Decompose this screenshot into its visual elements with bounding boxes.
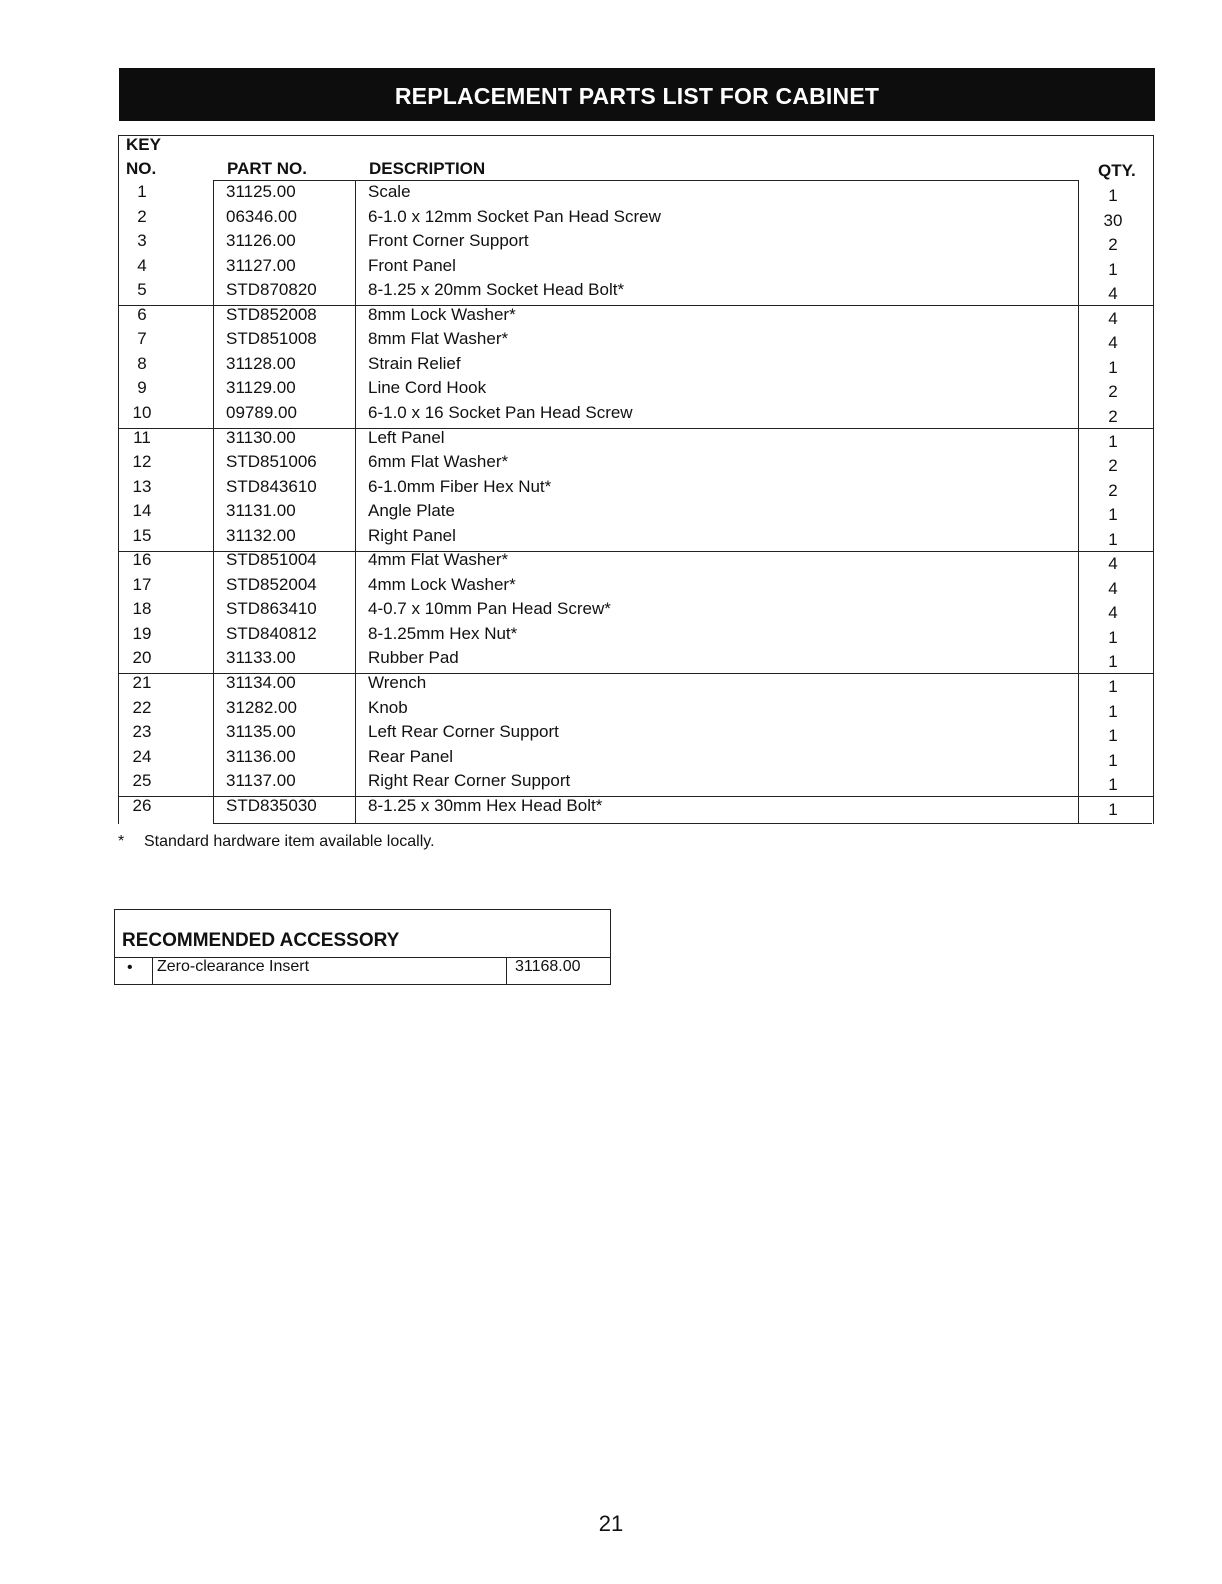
- part-no-cell: 31282.00: [226, 697, 297, 717]
- description-cell: 6-1.0 x 12mm Socket Pan Head Screw: [368, 206, 661, 226]
- table-row: [118, 205, 1154, 230]
- key-no-cell: 11: [133, 427, 151, 447]
- description-cell: 8-1.25 x 30mm Hex Head Bolt*: [368, 795, 603, 815]
- part-no-cell: STD852004: [226, 574, 317, 594]
- row-separator: [118, 551, 1154, 552]
- part-no-cell: 31126.00: [226, 231, 296, 251]
- table-row: [118, 499, 1154, 524]
- qty-cell: 1: [1108, 431, 1118, 451]
- table-row: [118, 229, 1154, 254]
- header-part-no: PART NO.: [227, 159, 307, 178]
- part-no-cell: 31132.00: [226, 525, 296, 545]
- qty-cell: 2: [1108, 382, 1118, 402]
- qty-cell: 1: [1108, 701, 1118, 721]
- key-no-cell: 18: [132, 599, 152, 619]
- table-row: [118, 720, 1154, 745]
- table-row: [118, 573, 1154, 598]
- table-row: [118, 622, 1154, 647]
- table-row: [118, 769, 1154, 794]
- table-row: [118, 426, 1154, 451]
- table-row: [118, 450, 1154, 475]
- table-row: [118, 303, 1154, 328]
- description-cell: Scale: [368, 182, 411, 201]
- key-no-cell: 25: [132, 771, 152, 791]
- qty-cell: 30: [1103, 210, 1123, 230]
- qty-cell: 1: [1108, 505, 1118, 525]
- description-cell: Rear Panel: [368, 746, 454, 766]
- key-no-cell: 15: [132, 525, 152, 545]
- header-description: DESCRIPTION: [369, 159, 486, 178]
- key-no-cell: 3: [137, 231, 147, 251]
- description-cell: 4-0.7 x 10mm Pan Head Screw*: [368, 599, 611, 619]
- header-qty: QTY.: [1098, 161, 1136, 180]
- key-no-cell: 6: [137, 304, 147, 324]
- part-no-cell: 31127.00: [226, 255, 296, 275]
- key-no-cell: 2: [137, 206, 147, 226]
- row-separator: [213, 823, 1152, 824]
- table-row: [118, 671, 1154, 696]
- qty-cell: 1: [1108, 799, 1118, 819]
- part-no-cell: STD851008: [226, 329, 317, 349]
- table-header: [118, 135, 1154, 181]
- key-no-cell: 7: [137, 329, 147, 349]
- page-title: REPLACEMENT PARTS LIST FOR CABINET: [119, 68, 1155, 121]
- table-row: [118, 352, 1154, 377]
- description-cell: 8-1.25mm Hex Nut*: [368, 623, 518, 643]
- page-number: 21: [598, 1511, 624, 1536]
- description-cell: Right Rear Corner Support: [368, 771, 571, 791]
- key-no-cell: 1: [137, 182, 147, 201]
- key-no-cell: 10: [132, 402, 152, 422]
- table-row: [118, 278, 1154, 303]
- table-row: [118, 745, 1154, 770]
- part-no-cell: STD851004: [226, 550, 317, 570]
- part-no-cell: 31134.00: [226, 673, 296, 692]
- table-row: [118, 794, 1154, 819]
- description-cell: Line Cord Hook: [368, 378, 487, 398]
- table-row: [118, 376, 1154, 401]
- table-row: [118, 401, 1154, 426]
- part-no-cell: 09789.00: [226, 402, 297, 422]
- header-key-line2: NO.: [126, 159, 157, 178]
- description-cell: 8mm Lock Washer*: [368, 304, 516, 324]
- qty-cell: 1: [1108, 529, 1118, 549]
- qty-cell: 1: [1108, 750, 1118, 770]
- description-cell: 4mm Lock Washer*: [368, 574, 516, 594]
- qty-cell: 2: [1108, 456, 1118, 476]
- qty-cell: 4: [1108, 554, 1118, 574]
- qty-cell: 1: [1108, 259, 1118, 279]
- part-no-cell: STD835030: [226, 795, 317, 815]
- accessory-divider: [152, 958, 153, 985]
- accessory-bullet: •: [127, 959, 133, 976]
- description-cell: 8mm Flat Washer*: [368, 329, 509, 349]
- header-key-line1: KEY: [126, 135, 161, 154]
- accessory-divider: [506, 958, 507, 985]
- part-no-cell: 31131.00: [226, 501, 296, 521]
- description-cell: Strain Relief: [368, 353, 461, 373]
- key-no-cell: 5: [137, 280, 147, 300]
- description-cell: Angle Plate: [368, 501, 455, 521]
- part-no-cell: 31133.00: [226, 648, 296, 668]
- part-no-cell: 31136.00: [226, 746, 296, 766]
- description-cell: 4mm Flat Washer*: [368, 550, 509, 570]
- key-no-cell: 9: [137, 378, 147, 398]
- qty-cell: 1: [1108, 677, 1118, 696]
- description-cell: Knob: [368, 697, 408, 717]
- row-separator: [213, 180, 1078, 181]
- part-no-cell: STD840812: [226, 623, 317, 643]
- table-row: [118, 327, 1154, 352]
- description-cell: Wrench: [368, 673, 427, 692]
- table-row: [118, 646, 1154, 671]
- description-cell: 6mm Flat Washer*: [368, 452, 509, 472]
- key-no-cell: 22: [132, 697, 152, 717]
- row-separator: [118, 673, 1154, 674]
- accessory-part-no: 31168.00: [515, 958, 581, 975]
- qty-cell: 4: [1108, 308, 1118, 328]
- qty-cell: 1: [1108, 775, 1118, 795]
- key-no-cell: 12: [132, 452, 152, 472]
- qty-cell: 4: [1108, 284, 1118, 304]
- qty-cell: 2: [1108, 406, 1118, 426]
- key-no-cell: 4: [137, 255, 147, 275]
- key-no-cell: 16: [132, 550, 152, 570]
- qty-cell: 1: [1108, 186, 1118, 205]
- part-no-cell: STD852008: [226, 304, 317, 324]
- description-cell: 8-1.25 x 20mm Socket Head Bolt*: [368, 280, 625, 300]
- table-row: [118, 180, 1154, 205]
- row-separator: [118, 305, 1154, 306]
- part-no-cell: 31125.00: [226, 182, 296, 201]
- qty-cell: 4: [1108, 578, 1118, 598]
- qty-cell: 1: [1108, 627, 1118, 647]
- row-separator: [118, 796, 1154, 797]
- qty-cell: 1: [1108, 726, 1118, 746]
- qty-cell: 1: [1108, 357, 1118, 377]
- qty-cell: 4: [1108, 333, 1118, 353]
- part-no-cell: 31135.00: [226, 722, 296, 742]
- key-no-cell: 13: [132, 476, 152, 496]
- key-no-cell: 26: [132, 795, 152, 815]
- part-no-cell: STD870820: [226, 280, 317, 300]
- accessory-row: [115, 957, 610, 985]
- qty-cell: 2: [1108, 480, 1118, 500]
- part-no-cell: 06346.00: [226, 206, 297, 226]
- key-no-cell: 17: [132, 574, 152, 594]
- part-no-cell: 31129.00: [226, 378, 296, 398]
- qty-cell: 2: [1108, 235, 1118, 255]
- description-cell: 6-1.0mm Fiber Hex Nut*: [368, 476, 552, 496]
- part-no-cell: STD863410: [226, 599, 317, 619]
- description-cell: Rubber Pad: [368, 648, 459, 668]
- description-cell: Front Corner Support: [368, 231, 529, 251]
- row-separator: [118, 428, 1154, 429]
- description-cell: Left Rear Corner Support: [368, 722, 559, 742]
- recommended-accessory-box: [114, 909, 611, 985]
- table-row: [118, 524, 1154, 549]
- accessory-title: RECOMMENDED ACCESSORY: [122, 930, 400, 951]
- key-no-cell: 23: [132, 722, 152, 742]
- description-cell: Left Panel: [368, 427, 445, 447]
- part-no-cell: STD851006: [226, 452, 317, 472]
- column-separator: [1078, 180, 1079, 823]
- qty-cell: 1: [1108, 652, 1118, 672]
- key-no-cell: 21: [132, 673, 152, 692]
- part-no-cell: 31128.00: [226, 353, 296, 373]
- key-no-cell: 19: [132, 623, 152, 643]
- accessory-name: Zero-clearance Insert: [157, 958, 310, 975]
- part-no-cell: 31137.00: [226, 771, 296, 791]
- key-no-cell: 8: [137, 353, 147, 373]
- table-row: [118, 254, 1154, 279]
- description-cell: Front Panel: [368, 255, 456, 275]
- footnote-text: Standard hardware item available locally.: [144, 833, 435, 850]
- column-separator: [213, 180, 214, 823]
- description-cell: 6-1.0 x 16 Socket Pan Head Screw: [368, 402, 633, 422]
- key-no-cell: 20: [132, 648, 152, 668]
- qty-cell: 4: [1108, 603, 1118, 623]
- table-row: [118, 475, 1154, 500]
- description-cell: Right Panel: [368, 525, 456, 545]
- footnote-star: *: [118, 833, 125, 850]
- table-row: [118, 597, 1154, 622]
- part-no-cell: 31130.00: [226, 427, 296, 447]
- part-no-cell: STD843610: [226, 476, 317, 496]
- key-no-cell: 24: [132, 746, 152, 766]
- table-row: [118, 696, 1154, 721]
- key-no-cell: 14: [132, 501, 152, 521]
- column-separator: [355, 180, 356, 823]
